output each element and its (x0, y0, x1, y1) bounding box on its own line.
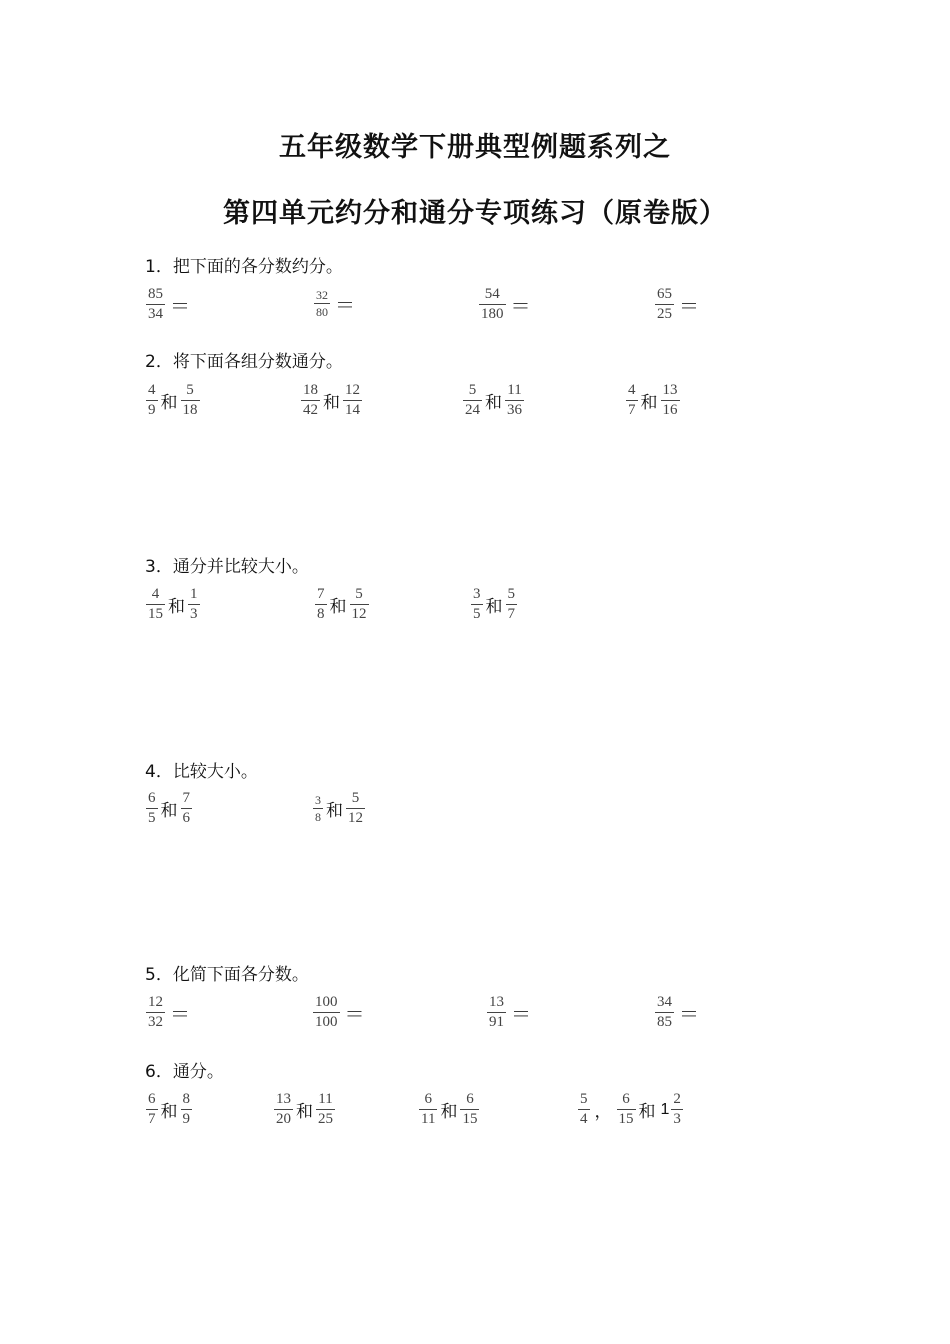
mixed-number-whole: 1 (660, 1100, 670, 1118)
fraction: $\frac{6}{15}$ (462, 1091, 478, 1127)
q4-item-2 (312, 790, 366, 827)
fraction: $\frac{85}{34}$ (148, 286, 163, 322)
and-word: 和 (326, 801, 343, 821)
question-4-label: 4．比较大小。 (145, 762, 258, 782)
q3-item-2 (314, 586, 370, 623)
q1-item-4 (654, 286, 699, 323)
equals-sign: ＝ (335, 293, 355, 317)
fraction: $\frac{8}{9}$ (182, 1091, 190, 1127)
and-word: 和 (485, 393, 502, 413)
fraction: $\frac{100}{100}$ (315, 994, 338, 1030)
fraction: $\frac{6}{15}$ (618, 1091, 634, 1127)
q3-item-1 (145, 586, 201, 623)
equals-sign: ＝ (679, 294, 699, 318)
fraction: $\frac{12}{14}$ (345, 382, 360, 418)
q1-item-1 (145, 286, 190, 323)
fraction: $\frac{11}{25}$ (318, 1091, 333, 1127)
fraction: $\frac{5}{24}$ (465, 382, 480, 418)
equals-sign: ＝ (170, 294, 190, 318)
equals-sign: ＝ (511, 1002, 531, 1026)
question-3-label: 3．通分并比较大小。 (145, 557, 309, 577)
fraction: $\frac{6}{11}$ (421, 1091, 436, 1127)
q5-item-3 (486, 994, 531, 1031)
q2-item-2 (300, 382, 363, 419)
fraction: $\frac{6}{5}$ (148, 790, 156, 826)
and-word: 和 (640, 393, 658, 413)
fraction: $\frac{13}{91}$ (489, 994, 504, 1030)
fraction: $\frac{4}{9}$ (148, 382, 156, 418)
fraction: $\frac{11}{36}$ (507, 382, 522, 418)
fraction: $\frac{4}{7}$ (628, 382, 636, 418)
equals-sign: ＝ (344, 1002, 365, 1026)
q6-item-1 (145, 1091, 193, 1128)
fraction: $\frac{7}{6}$ (182, 790, 190, 826)
q2-item-1 (145, 382, 201, 419)
question-6-label: 6．通分。 (145, 1062, 224, 1082)
and-word: 和 (323, 393, 340, 413)
and-word: 和 (440, 1102, 458, 1122)
q1-item-3 (478, 286, 531, 323)
fraction: $\frac{1}{3}$ (190, 586, 198, 622)
fraction: $\frac{32}{80}$ (316, 288, 328, 319)
q5-item-1 (145, 994, 190, 1031)
fraction: $\frac{34}{85}$ (657, 994, 672, 1030)
and-word: 和 (329, 597, 347, 617)
title-line-2: 第四单元约分和通分专项练习（原卷版） (223, 198, 727, 229)
fraction: $\frac{5}{12}$ (348, 790, 363, 826)
q2-item-3 (462, 382, 525, 419)
question-1-label: 1．把下面的各分数约分。 (145, 257, 343, 277)
title-line-1: 五年级数学下册典型例题系列之 (279, 132, 671, 163)
question-5-label: 5．化简下面各分数。 (145, 965, 309, 985)
fraction: $\frac{5}{7}$ (507, 586, 515, 622)
and-word: 和 (168, 597, 185, 617)
q4-item-1 (145, 790, 193, 827)
q2-item-4 (625, 382, 681, 419)
q6-item-3 (418, 1091, 480, 1128)
and-word: 和 (160, 393, 178, 413)
and-word: 和 (296, 1102, 313, 1122)
equals-sign: ＝ (170, 1002, 190, 1026)
question-2-label: 2．将下面各组分数通分。 (145, 352, 343, 372)
fraction: $\frac{5}{12}$ (351, 586, 367, 622)
fraction: $\frac{13}{20}$ (276, 1091, 291, 1127)
q6-item-2 (273, 1091, 336, 1128)
and-word: 和 (160, 801, 178, 821)
fraction: $\frac{5}{4}$ (580, 1091, 588, 1127)
q1-item-2 (313, 288, 355, 319)
fraction: $\frac{3}{8}$ (315, 793, 321, 824)
comma: ， (594, 1102, 612, 1122)
fraction: $\frac{6}{7}$ (148, 1091, 156, 1127)
fraction: $\frac{4}{15}$ (148, 586, 163, 622)
and-word: 和 (160, 1102, 178, 1122)
fraction: $\frac{12}{32}$ (148, 994, 163, 1030)
equals-sign: ＝ (510, 294, 531, 318)
and-word: 和 (638, 1102, 656, 1122)
fraction: $\frac{54}{180}$ (481, 286, 504, 322)
q5-item-4 (654, 994, 699, 1031)
fraction: $\frac{5}{18}$ (182, 382, 198, 418)
fraction: $\frac{13}{16}$ (662, 382, 678, 418)
fraction: $\frac{3}{5}$ (473, 586, 481, 622)
equals-sign: ＝ (679, 1002, 699, 1026)
q6-item-4 (577, 1091, 684, 1128)
fraction: $\frac{7}{8}$ (317, 586, 325, 622)
fraction: $\frac{2}{3}$ (673, 1091, 681, 1127)
fraction: $\frac{65}{25}$ (657, 286, 672, 322)
q3-item-3 (470, 586, 518, 623)
q5-item-2 (312, 994, 365, 1031)
fraction: $\frac{18}{42}$ (303, 382, 318, 418)
and-word: 和 (485, 597, 503, 617)
